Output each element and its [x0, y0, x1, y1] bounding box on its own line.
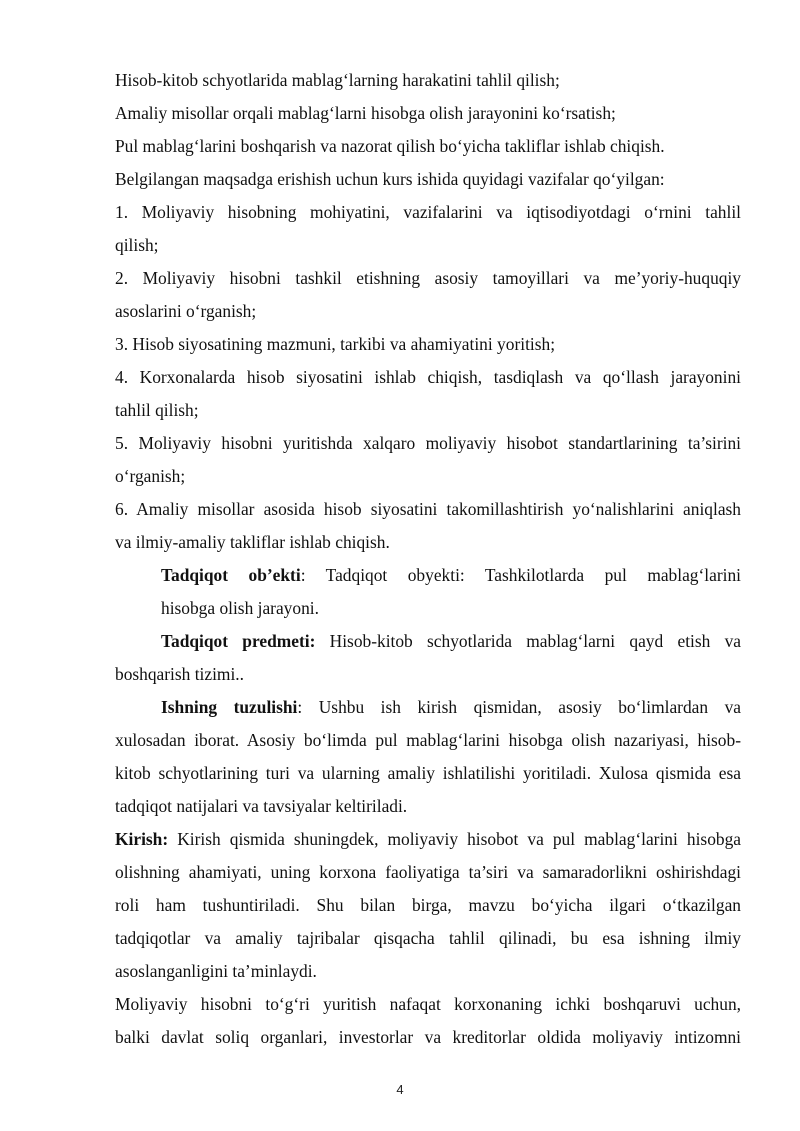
paragraph-line: Belgilangan maqsadga erishish uchun kurs ishida quyidagi vazifalar qo‘yilgan: [115, 169, 665, 189]
paragraph-line: asoslarini o‘rganish; [115, 301, 257, 321]
paragraph [115, 97, 741, 130]
paragraph-line: Moliyaviy hisobni to‘g‘ri yuritish nafaqat korxonaning ichki boshqaruvi uchun, [115, 994, 741, 1014]
task-list [115, 64, 741, 559]
paragraph-line: Kirish: Kirish qismida shuningdek, moliyaviy hisobot va pul mablag‘larini hisobga [115, 829, 741, 849]
paragraph-line: qilish; [115, 235, 159, 255]
closing-paragraph [115, 988, 741, 1054]
paragraph-line: boshqarish tizimi.. [115, 664, 244, 684]
paragraph-line: o‘rganish; [115, 466, 186, 486]
paragraph-line: xulosadan iborat. Asosiy bo‘limda pul mablag‘larini hisobga olish nazariyasi, hisob- [115, 730, 741, 750]
task-item [115, 493, 741, 559]
paragraph-line: 6. Amaliy misollar asosida hisob siyosatini takomillashtirish yo‘nalishlarini aniqlash [115, 499, 741, 519]
paragraph-line: balki davlat soliq organlari, investorlar va kreditorlar oldida moliyaviy intizomni [115, 1027, 741, 1047]
task-item [115, 262, 741, 328]
paragraph-line: kitob schyotlarining turi va ularning amaliy ishlatilishi yoritiladi. Xulosa qismida esa [115, 763, 741, 783]
paragraph-line: 2. Moliyaviy hisobni tashkil etishning asosiy tamoyillari va me’yoriy-huquqiy [115, 268, 741, 288]
paragraph [115, 130, 741, 163]
paragraph-line: Tadqiqot ob’ekti: Tadqiqot obyekti: Tashkilotlarda pul mablag‘larini [161, 565, 741, 585]
paragraph-line: Tadqiqot predmeti: Hisob-kitob schyotlarida mablag‘larni qayd etish va [161, 631, 741, 651]
task-item [115, 427, 741, 493]
paragraph-line: 4. Korxonalarda hisob siyosatini ishlab chiqish, tasdiqlash va qo‘llash jarayonini [115, 367, 741, 387]
paragraph-line: hisobga olish jarayoni. [161, 598, 319, 618]
paragraph-line: tadqiqot natijalari va tavsiyalar keltiriladi. [115, 796, 408, 816]
paragraph-line: roli ham tushuntiriladi. Shu bilan birga, mavzu bo‘yicha ilgari o‘tkazilgan [115, 895, 741, 915]
paragraph-line: Hisob-kitob schyotlarida mablag‘larning harakatini tahlil qilish; [115, 70, 560, 90]
research-object-label: Tadqiqot ob’ekti [161, 565, 301, 585]
research-object-paragraph [115, 559, 741, 625]
introduction-paragraph [115, 823, 741, 988]
paragraph-line: 1. Moliyaviy hisobning mohiyatini, vazifalarini va iqtisodiyotdagi o‘rnini tahlil [115, 202, 741, 222]
task-item [115, 196, 741, 262]
page-number: 4 [396, 1082, 404, 1097]
paragraph [115, 64, 741, 97]
paragraph-line: Amaliy misollar orqali mablag‘larni hisobga olish jarayonini ko‘rsatish; [115, 103, 616, 123]
introduction-label: Kirish: [115, 829, 169, 849]
paragraph-line: 3. Hisob siyosatining mazmuni, tarkibi va ahamiyatini yoritish; [115, 334, 556, 354]
paragraph-line: tahlil qilish; [115, 400, 199, 420]
paragraph [115, 163, 741, 196]
task-item [115, 361, 741, 427]
work-structure-label: Ishning tuzulishi [161, 697, 298, 717]
paragraph-line: asoslanganligini ta’minlaydi. [115, 961, 317, 981]
paragraph-line: Ishning tuzulishi: Ushbu ish kirish qismidan, asosiy bo‘limlardan va [161, 697, 741, 717]
research-subject-label: Tadqiqot predmeti: [161, 631, 316, 651]
paragraph-line: va ilmiy-amaliy takliflar ishlab chiqish. [115, 532, 390, 552]
paragraph-line: 5. Moliyaviy hisobni yuritishda xalqaro moliyaviy hisobot standartlarining ta’sirini [115, 433, 741, 453]
paragraph-line: Pul mablag‘larini boshqarish va nazorat qilish bo‘yicha takliflar ishlab chiqish. [115, 136, 665, 156]
paragraph-line: olishning ahamiyati, uning korxona faoliyatiga ta’siri va samaradorlikni oshirishdagi [115, 862, 741, 882]
task-item [115, 328, 741, 361]
research-subject-paragraph [115, 625, 741, 691]
body-text [115, 64, 741, 1054]
paragraph-line: tadqiqotlar va amaliy tajribalar qisqacha tahlil qilinadi, bu esa ishning ilmiy [115, 928, 741, 948]
work-structure-paragraph [115, 691, 741, 823]
